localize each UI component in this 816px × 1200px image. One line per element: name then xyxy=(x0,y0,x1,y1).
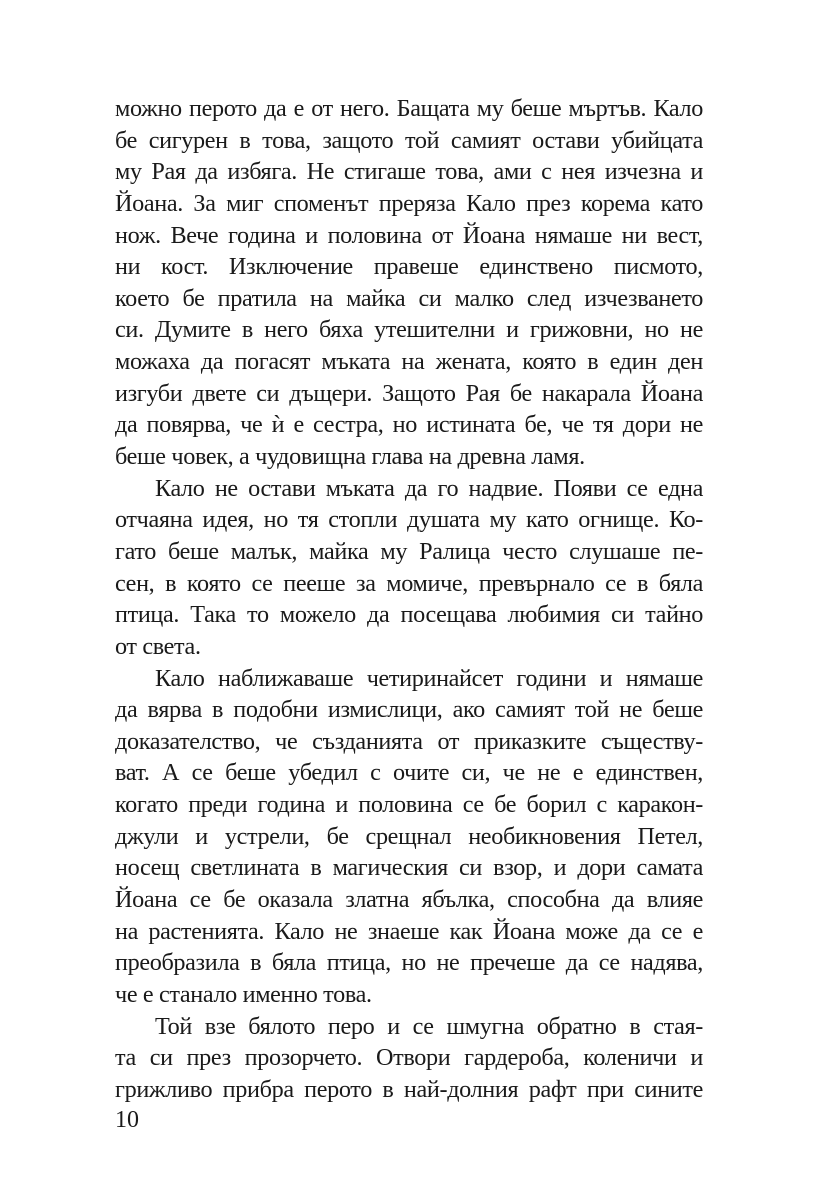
text-line: преобразила в бяла птица, но не пречеше да се надява, xyxy=(115,949,703,977)
page-number: 10 xyxy=(115,1107,139,1133)
text-line: ват. А се беше убедил с очите си, че не е единствен, xyxy=(115,759,703,787)
text-line: отчаяна идея, но тя стопли душата му като огнище. Ко- xyxy=(115,506,703,534)
text-line: можаха да погасят мъката на жената, която в един ден xyxy=(115,348,703,376)
text-line: птица. Така то можело да посещава любимия си тайно xyxy=(115,601,703,629)
text-line: на растенията. Кало не знаеше как Йоана може да се е xyxy=(115,917,703,945)
text-line: Кало наближаваше четиринайсет години и нямаше xyxy=(155,664,703,692)
text-line: сен, в която се пееше за момиче, превърнало се в бяла xyxy=(115,569,703,597)
text-line: гато беше малък, майка му Ралица често слушаше пе- xyxy=(115,537,703,565)
text-line: което бе пратила на майка си малко след изчезването xyxy=(115,284,703,312)
text-line: беше човек, а чудовищна глава на древна ламя. xyxy=(115,443,585,471)
text-line: бе сигурен в това, защото той самият остави убийцата xyxy=(115,126,703,154)
text-line: грижливо прибра перото в най-долния рафт при сините xyxy=(115,1075,703,1103)
text-line: можно перото да е от него. Бащата му беше мъртъв. Кало xyxy=(115,95,703,122)
paragraph xyxy=(115,93,703,473)
text-line: от света. xyxy=(115,632,201,660)
text-line: доказателство, че създанията от приказките съществу- xyxy=(115,727,703,755)
text-line: та си през прозорчето. Отвори гардероба, коленичи и xyxy=(115,1044,703,1072)
text-line: изгуби двете си дъщери. Защото Рая бе накарала Йоана xyxy=(115,379,703,407)
text-line: когато преди година и половина се бе борил с каракон- xyxy=(115,791,703,819)
text-line: Йоана. За миг споменът преряза Кало през корема като xyxy=(115,189,703,217)
text-line: му Рая да избяга. Не стигаше това, ами с нея изчезна и xyxy=(115,158,703,186)
text-line: джули и устрели, бе срещнал необикновения Петел, xyxy=(115,822,703,850)
paragraph xyxy=(115,663,703,1011)
text-line: носещ светлината в магическия си взор, и дори самата xyxy=(115,854,703,882)
text-line: че е станало именно това. xyxy=(115,980,372,1008)
paragraph xyxy=(115,1011,703,1106)
text-line: ни кост. Изключение правеше единствено писмото, xyxy=(115,253,703,281)
text-line: Кало не остави мъката да го надвие. Появи се една xyxy=(155,474,703,502)
text-line: да повярва, че ѝ е сестра, но истината бе, че тя дори не xyxy=(115,411,703,439)
text-line: Той взе бялото перо и се шмугна обратно в стая- xyxy=(155,1012,703,1040)
text-line: Йоана се бе оказала златна ябълка, способна да влияе xyxy=(115,886,703,914)
text-line: да вярва в подобни измислици, ако самият той не беше xyxy=(115,696,703,724)
text-line: нож. Вече година и половина от Йоана нямаше ни вест, xyxy=(115,221,703,249)
body-text xyxy=(115,93,703,1106)
paragraph xyxy=(115,473,703,663)
text-line: си. Думите в него бяха утешителни и грижовни, но не xyxy=(115,316,703,344)
